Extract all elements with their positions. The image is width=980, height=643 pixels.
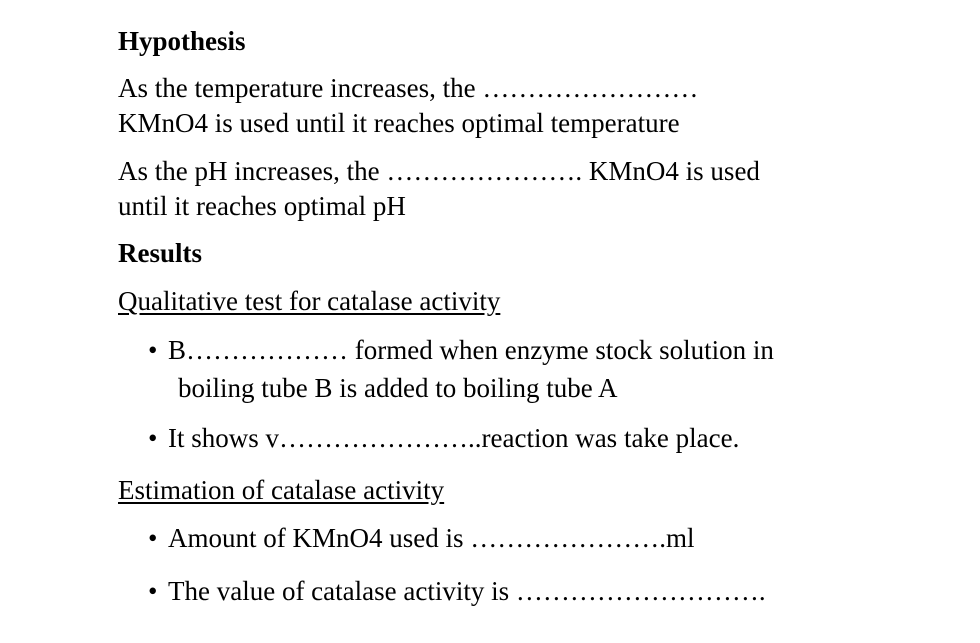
hypothesis-line-3: As the pH increases, the …………………. KMnO4 is used xyxy=(118,156,760,186)
estimation-bullet-1-text: Amount of KMnO4 used is ………………….ml xyxy=(168,523,695,553)
qualitative-bullet-1-text: B……………… formed when enzyme stock solution in xyxy=(168,335,774,365)
qualitative-bullet-2-text: It shows v…………………..reaction was take place. xyxy=(168,423,740,453)
hypothesis-line-4: until it reaches optimal pH xyxy=(118,191,406,221)
estimation-bullet-2 xyxy=(148,574,766,608)
estimation-title: Estimation of catalase activity xyxy=(118,475,445,505)
bullet-icon: • xyxy=(148,523,158,553)
bullet-icon: • xyxy=(148,576,158,606)
qualitative-bullet-1 xyxy=(148,333,774,367)
hypothesis-line-1: As the temperature increases, the …………………… xyxy=(118,73,699,103)
estimation-bullet-1 xyxy=(148,521,695,555)
hypothesis-line-2: KMnO4 is used until it reaches optimal temperature xyxy=(118,108,680,138)
qualitative-bullet-2 xyxy=(148,421,739,455)
bullet-icon: • xyxy=(148,335,158,365)
qualitative-test-title: Qualitative test for catalase activity xyxy=(118,286,501,316)
hypothesis-heading: Hypothesis xyxy=(118,26,246,56)
estimation-bullet-2-text: The value of catalase activity is ………………………. xyxy=(168,576,766,606)
qualitative-bullet-1-continuation: boiling tube B is added to boiling tube A xyxy=(178,373,618,403)
bullet-icon: • xyxy=(148,423,158,453)
results-heading: Results xyxy=(118,238,203,268)
